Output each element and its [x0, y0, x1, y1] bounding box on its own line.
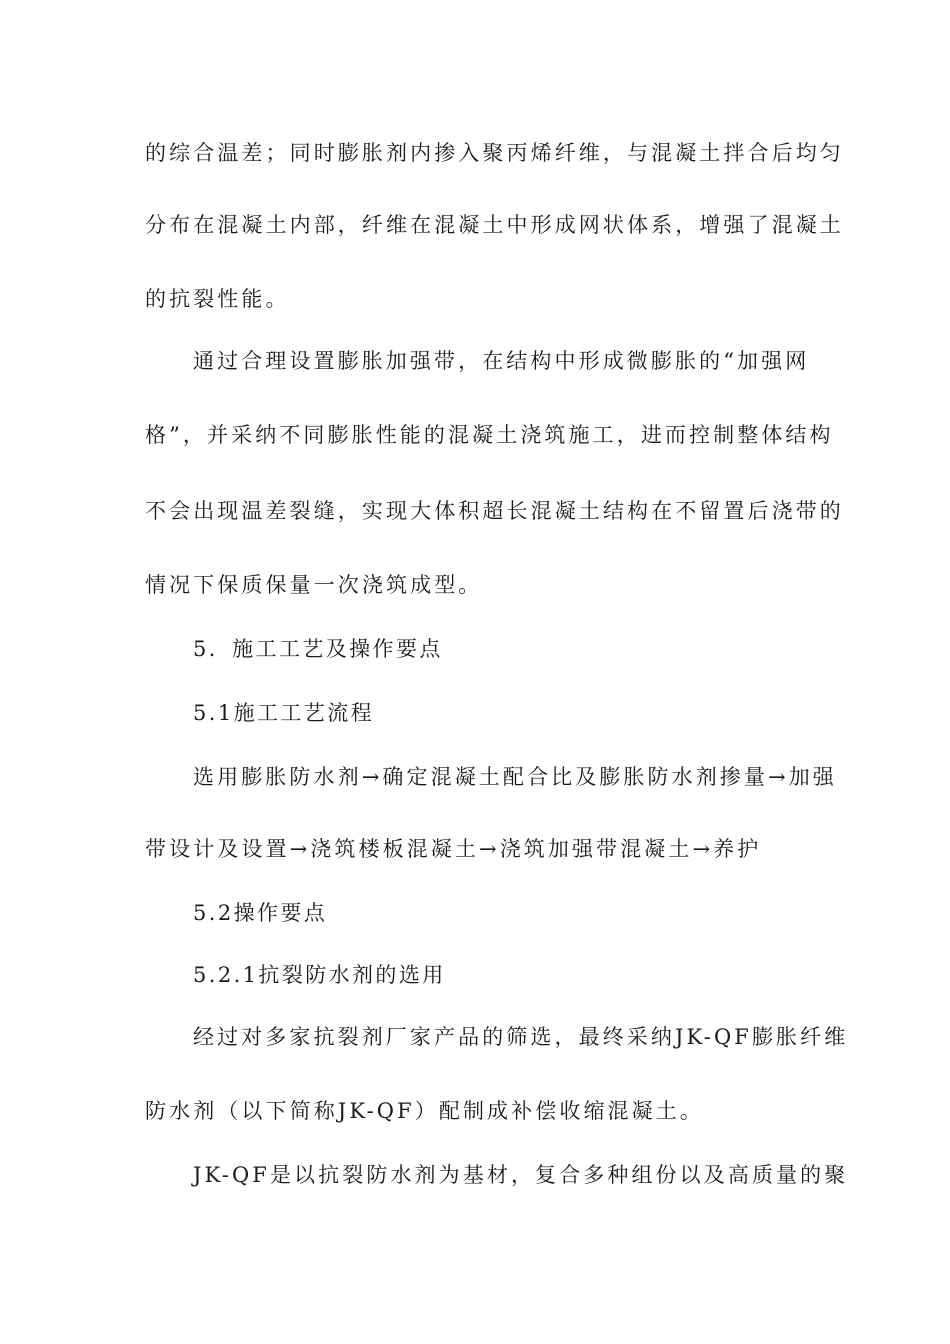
paragraph-line: 不会出现温差裂缝，实现大体积超长混凝土结构在不留置后浇带的: [145, 499, 844, 523]
section-heading: 5.2.1抗裂防水剂的选用: [193, 963, 446, 987]
paragraph-line: 情况下保质保量一次浇筑成型。: [145, 573, 483, 597]
section-heading: 5．施工工艺及操作要点: [193, 637, 443, 661]
paragraph-line: 通过合理设置膨胀加强带，在结构中形成微膨胀的“加强网: [193, 349, 810, 373]
paragraph-line: 带设计及设置→浇筑楼板混凝土→浇筑加强带混凝土→养护: [145, 837, 762, 861]
paragraph-line: 选用膨胀防水剂→确定混凝土配合比及膨胀防水剂掺量→加强: [193, 765, 837, 789]
paragraph-line: 分布在混凝土内部，纤维在混凝土中形成网状体系，增强了混凝土: [145, 213, 844, 237]
section-heading: 5.1施工工艺流程: [193, 701, 374, 725]
paragraph-line: 的综合温差；同时膨胀剂内掺入聚丙烯纤维，与混凝土拌合后均匀: [145, 141, 844, 165]
paragraph-line: 格”，并采纳不同膨胀性能的混凝土浇筑施工，进而控制整体结构: [145, 423, 834, 447]
paragraph-line: JK-QF是以抗裂防水剂为基材，复合多种组份以及高质量的聚: [193, 1163, 849, 1187]
paragraph-line: 经过对多家抗裂剂厂家产品的筛选，最终采纳JK-QF膨胀纤维: [193, 1025, 849, 1049]
paragraph-line: 的抗裂性能。: [145, 287, 290, 311]
section-heading: 5.2操作要点: [193, 901, 328, 925]
paragraph-line: 防水剂（以下简称JK-QF）配制成补偿收缩混凝土。: [145, 1099, 704, 1123]
